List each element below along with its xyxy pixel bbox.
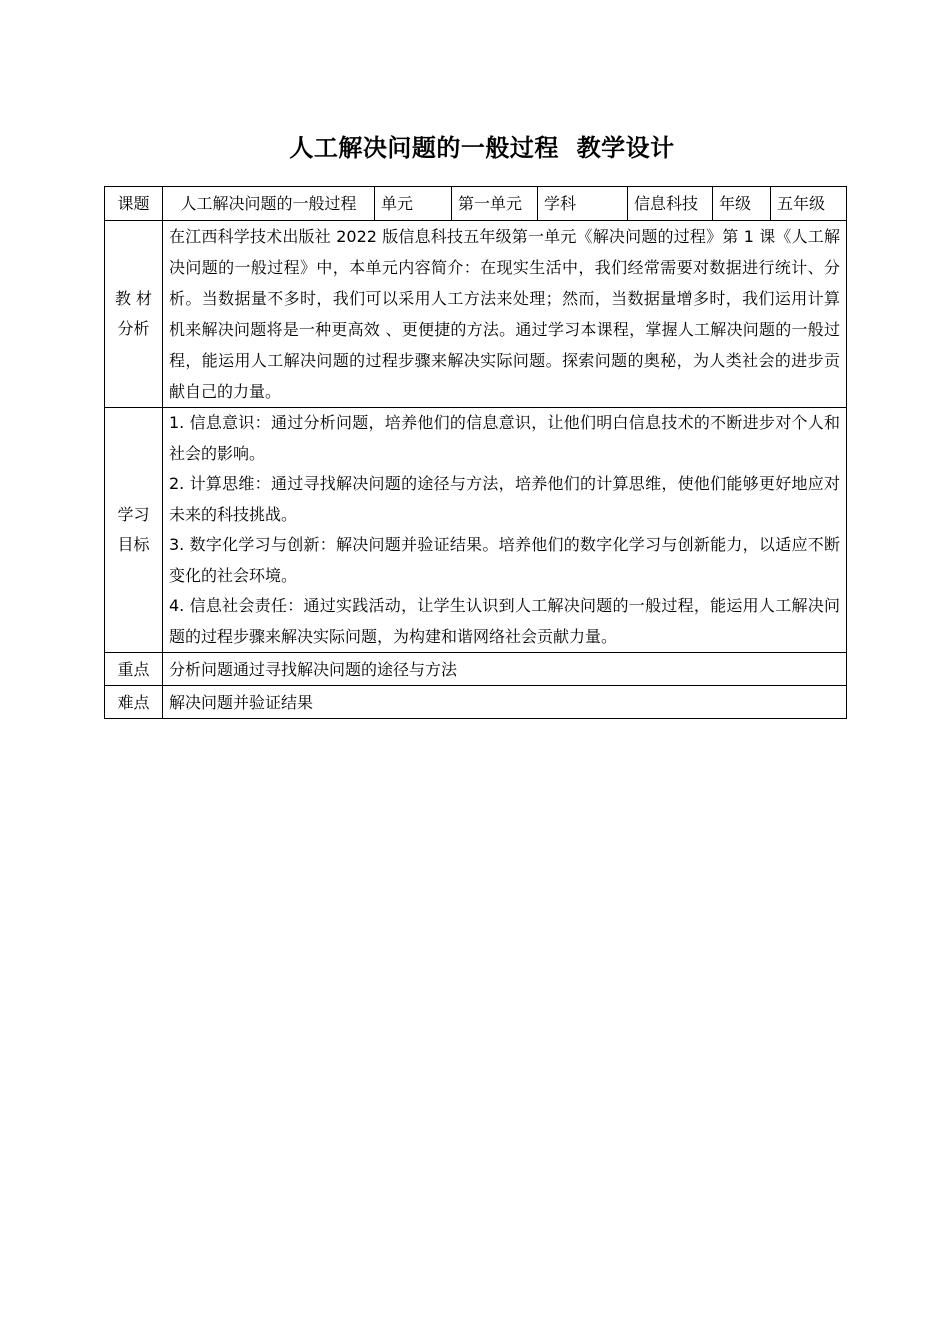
unit-value: 第一单元 xyxy=(452,187,538,221)
goal-item: 1. 信息意识：通过分析问题，培养他们的信息意识，让他们明白信息技术的不断进步对个人和社会的影响。 xyxy=(169,413,840,463)
key-point-text: 分析问题通过寻找解决问题的途径与方法 xyxy=(163,653,847,686)
difficult-point-label: 难点 xyxy=(105,686,163,719)
learning-goals-label-line2: 目标 xyxy=(117,535,150,554)
header-row xyxy=(105,187,847,221)
lesson-plan-table xyxy=(104,186,847,719)
grade-value: 五年级 xyxy=(771,187,847,221)
learning-goals-label xyxy=(105,408,163,653)
learning-goals-content xyxy=(163,408,847,653)
learning-goals-label-line1: 学习 xyxy=(117,505,150,524)
grade-label: 年级 xyxy=(713,187,771,221)
textbook-analysis-label-line2: 分析 xyxy=(117,319,150,338)
topic-label: 课题 xyxy=(105,187,163,221)
difficult-point-row xyxy=(105,686,847,719)
topic-value: 人工解决问题的一般过程 xyxy=(163,187,375,221)
textbook-analysis-label xyxy=(105,221,163,408)
goal-item: 3. 数字化学习与创新：解决问题并验证结果。培养他们的数字化学习与创新能力，以适应不断变化的社会环境。 xyxy=(169,535,840,585)
difficult-point-text: 解决问题并验证结果 xyxy=(163,686,847,719)
key-point-label: 重点 xyxy=(105,653,163,686)
subject-label: 学科 xyxy=(538,187,628,221)
textbook-analysis-text: 在江西科学技术出版社 2022 版信息科技五年级第一单元《解决问题的过程》第 1 课《人工解决问题的一般过程》中，本单元内容简介：在现实生活中，我们经常需要对数据进行统计、分析。当数据量不多时，我们可以采用人工方法来处理；然而，当数据量增多时，我们运用计算机来解决问题将是一种更高效 、更便捷的方法。通过学习本课程，掌握人工解决问题的一般过程，能运用人工解决问题的过程步骤来解决实际问题。探索问题的奥秘，为人类社会的进步贡献自己的力量。 xyxy=(169,227,840,401)
learning-goals-row xyxy=(105,408,847,653)
textbook-analysis-label-line1: 教 材 xyxy=(114,289,153,308)
textbook-analysis-content xyxy=(163,221,847,408)
goal-item: 4. 信息社会责任：通过实践活动，让学生认识到人工解决问题的一般过程，能运用人工解决问题的过程步骤来解决实际问题，为构建和谐网络社会贡献力量。 xyxy=(169,596,840,646)
unit-label: 单元 xyxy=(375,187,452,221)
key-point-row xyxy=(105,653,847,686)
textbook-analysis-row xyxy=(105,221,847,408)
subject-value: 信息科技 xyxy=(628,187,713,221)
page-title: 人工解决问题的一般过程 教学设计 xyxy=(289,134,675,162)
goal-item: 2. 计算思维：通过寻找解决问题的途径与方法，培养他们的计算思维，使他们能够更好地应对未来的科技挑战。 xyxy=(169,474,840,524)
